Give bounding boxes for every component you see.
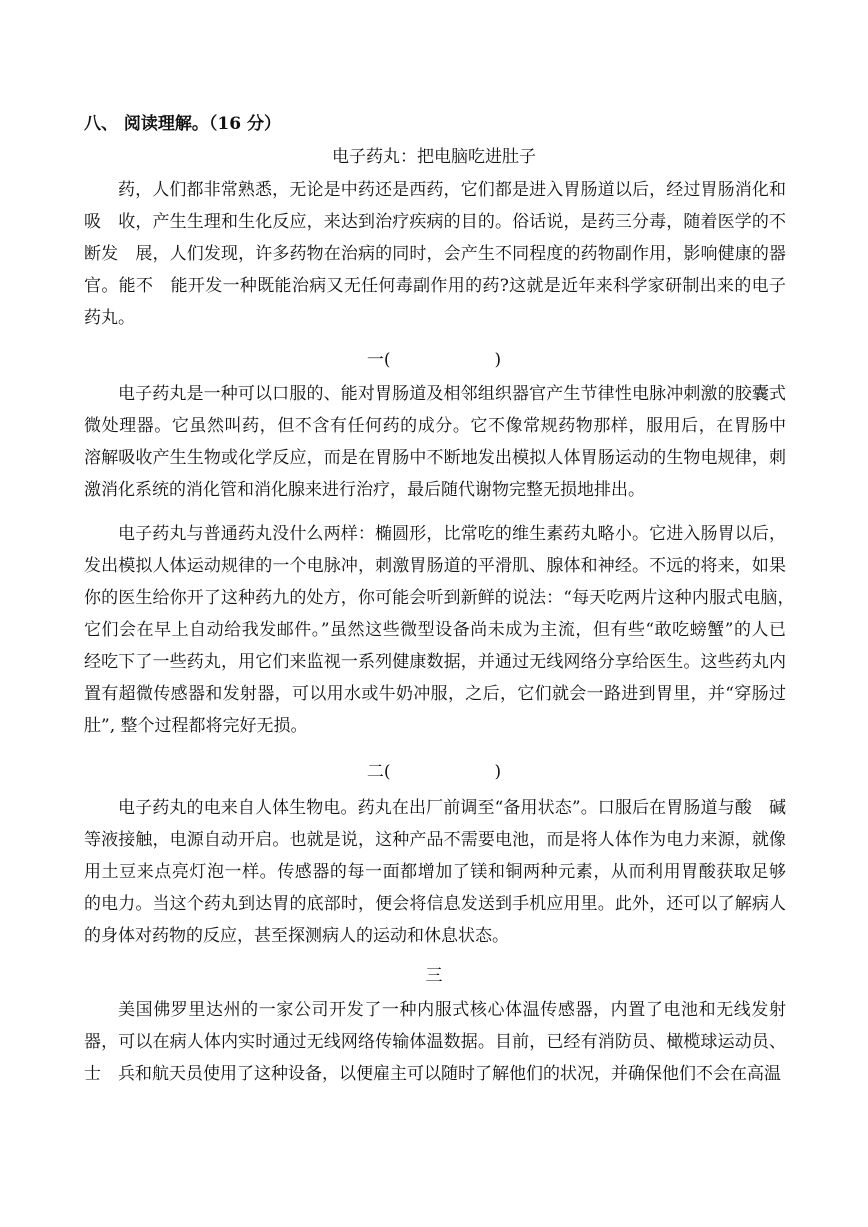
paragraph-intro: 药，人们都非常熟悉，无论是中药还是西药，它们都是进入胃肠道以后，经过胃肠消化和吸 收，产生生理和生化反应，来达到治疗疾病的目的。俗话说，是药三分毒，随着医学的不断发 展，人们发现，许多药物在治病的同时，会产生不同程度的药物副作用，影响健康的器官。能不 能开发一种既能治病又无任何毒副作用的药?这就是近年来科学家研制出来的电子药丸。 <box>84 180 786 328</box>
paragraph-power: 电子药丸的电来自人体生物电。药丸在出厂前调至“备用状态”。口服后在胃肠道与酸 碱等液接触，电源自动开启。也就是说，这种产品不需要电池，而是将人体作为电力来源，就像 用土豆来点亮灯泡一样。传感器的每一面都增加了镁和铜两种元素，从而利用胃酸获取足够 的电力。当这个药丸到达胃的底部时，便会将信息发送到手机应用里。此外，还可以了解病人 的身体对药物的反应，甚至探测病人的运动和休息状态。 <box>84 798 803 946</box>
article-title: 电子药丸：把电脑吃进肚子 <box>332 147 536 167</box>
subheading-three <box>0 965 868 987</box>
subheading-three-label: 三 <box>425 966 443 986</box>
paragraph-appearance: 电子药丸与普通药丸没什么两样：椭圆形，比常吃的维生素药丸略小。它进入肠胃以后，发出模拟人体运动规律的一个电脉冲，刺激胃肠道的平滑肌、腺体和神经。不远的将来，如果 你的医生给你开了这种药九的处方，你可能会听到新鲜的说法：“每天吃两片这种内服式电脑， 它们会在早上自动给我发邮件。”虽然这些微型设备尚未成为主流，但有些“敢吃螃蟹”的人已 经吃下了一些药丸，用它们来监视一系列健康数据，并通过无线网络分享给医生。这些药丸内 置有超微传感器和发射器，可以用水或牛奶冲服，之后，它们就会一路进到胃里，并“穿肠过 肚”, 整个过程都将完好无损。 <box>84 524 803 736</box>
subheading-two <box>0 761 868 783</box>
subheading-two-label: 二( <box>366 762 391 782</box>
paragraph-florida: 美国佛罗里达州的一家公司开发了一种内服式核心体温传感器，内置了电池和无线发射器，可以在病人体内实时通过无线网络传输体温数据。目前，已经有消防员、橄榄球运动员、士 兵和航天员使用了这种设备，以便雇主可以随时了解他们的状况，并确保他们不会在高温 <box>84 1000 786 1084</box>
subheading-two-close: ) <box>494 762 502 782</box>
subheading-one-label: 一( <box>366 350 391 370</box>
subheading-one-close: ) <box>494 350 502 370</box>
section-title: 八、 阅读理解。（16 分） <box>84 114 281 134</box>
paragraph-definition: 电子药丸是一种可以口服的、能对胃肠道及相邻组织器官产生节律性电脉冲刺激的胶囊式微处理器。它虽然叫药，但不含有任何药的成分。它不像常规药物那样，服用后，在胃肠中 溶解吸收产生生物或化学反应，而是在胃肠中不断地发出模拟人体胃肠运动的生物电规律，刺 激消化系统的消化管和消化腺来进行治疗，最后随代谢物完整无损地排出。 <box>84 384 803 500</box>
subheading-one <box>0 349 868 371</box>
